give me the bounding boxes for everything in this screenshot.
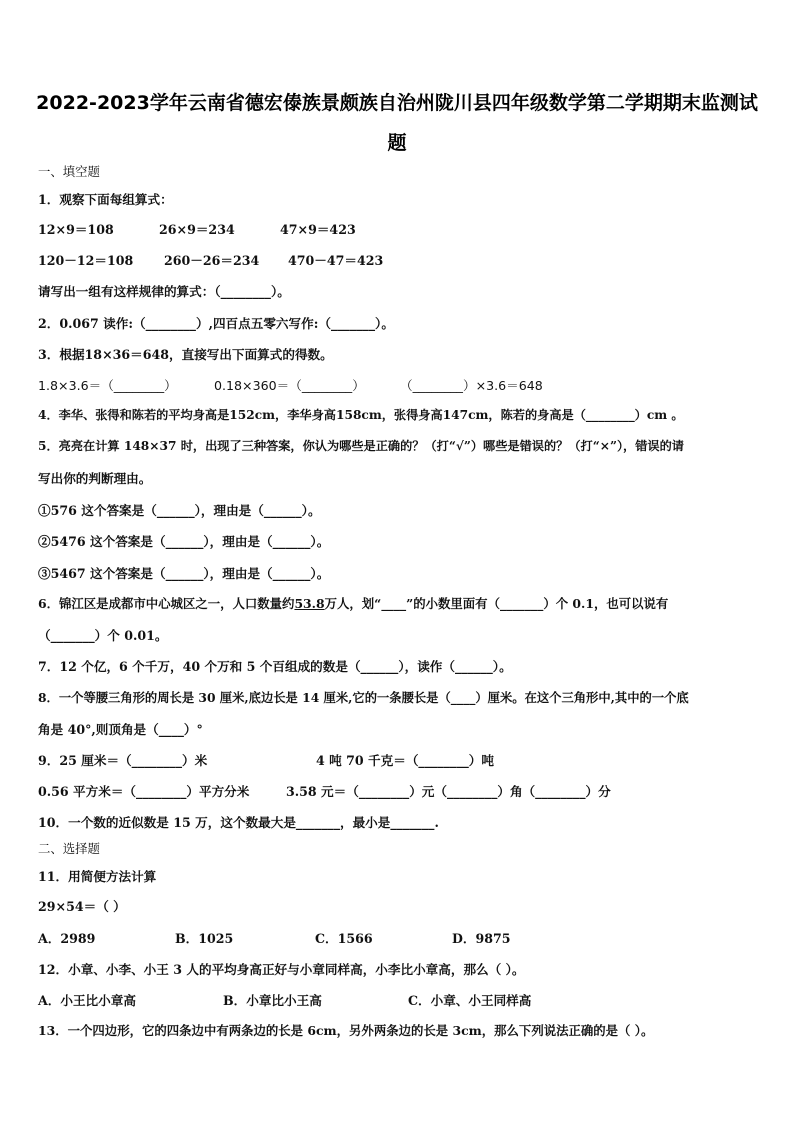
q2-text: 2．0.067 读作:（________）,四百点五零六写作:（_______）。 [38, 316, 394, 331]
q11-option-a[interactable]: A．2989 [38, 931, 96, 946]
q6-line1-part2: 万人，划“____”的小数里面有（_______）个 0.1，也可以说有 [324, 596, 669, 611]
q13-stem: 13．一个四边形，它的四条边中有两条边的长是 6cm，另外两条边的长是 3cm，那么下列说法正确的是（ ）。 [38, 1023, 654, 1038]
q6-line2: （_______）个 0.01。 [38, 628, 168, 643]
q3-b: 0.18×360＝（________） [214, 378, 365, 393]
q1-row1-eq2: 26×9＝234 [159, 222, 235, 237]
q11-option-d[interactable]: D．9875 [452, 931, 511, 946]
exam-title-line2: 题 [387, 132, 407, 154]
q9-b: 4 吨 70 千克＝（________）吨 [316, 753, 494, 768]
q1-row2-eq1: 120－12＝108 [38, 253, 134, 268]
q1-row2-eq2: 260－26＝234 [164, 253, 260, 268]
q9-c: 0.56 平方米＝（________）平方分米 [38, 784, 250, 799]
q1-ask: 请写出一组有这样规律的算式：（________）。 [38, 284, 290, 299]
q1-row1-eq1: 12×9＝108 [38, 222, 114, 237]
q12-option-b[interactable]: B．小章比小王高 [223, 993, 322, 1008]
q11-option-c[interactable]: C．1566 [315, 931, 373, 946]
q1-stem: 1．观察下面每组算式： [38, 192, 173, 207]
section-heading-choice: 二、选择题 [38, 841, 100, 856]
section-heading-fill-blank: 一、填空题 [38, 164, 100, 179]
q6-line1 [38, 594, 668, 612]
q6-underlined-number: 53.8 [294, 596, 325, 611]
q8-line1: 8．一个等腰三角形的周长是 30 厘米,底边长是 14 厘米,它的一条腰长是（____）厘米。在这个三角形中,其中的一个底 [38, 690, 689, 705]
q3-a: 1.8×3.6＝（________） [38, 378, 177, 393]
q4-text: 4．李华、张得和陈若的平均身高是152cm，李华身高158cm，张得身高147cm，陈若的身高是（________）cm 。 [38, 408, 684, 422]
q11-expression: 29×54＝（ ） [38, 899, 126, 914]
q12-option-a[interactable]: A．小王比小章高 [38, 993, 136, 1008]
q7-text: 7．12 个亿，6 个千万，40 个万和 5 个百组成的数是（______），读作（______）。 [38, 659, 512, 674]
q11-option-b[interactable]: B．1025 [175, 931, 234, 946]
q8-line2: 角是 40°,则顶角是（____）° [38, 722, 203, 737]
q11-stem: 11．用简便方法计算 [38, 869, 157, 884]
q5-option3: ③5467 这个答案是（______），理由是（______）。 [38, 566, 330, 581]
q5-line1: 5．亮亮在计算 148×37 时，出现了三种答案，你认为哪些是正确的？（打“√”）哪些是错误的？（打“×”），错误的请 [38, 439, 684, 453]
q1-row1-eq3: 47×9＝423 [280, 222, 356, 237]
q12-option-c[interactable]: C．小章、小王同样高 [408, 993, 532, 1008]
q6-line1-part1: 6．锦江区是成都市中心城区之一，人口数量约 [38, 596, 295, 611]
q5-option1: ①576 这个答案是（______），理由是（______）。 [38, 503, 321, 518]
q9-a: 9．25 厘米＝（________）米 [38, 753, 208, 768]
q3-c: （________）×3.6＝648 [400, 378, 543, 393]
exam-title-line1: 2022-2023学年云南省德宏傣族景颇族自治州陇川县四年级数学第二学期期末监测试 [36, 92, 758, 114]
q5-option2: ②5476 这个答案是（______），理由是（______）。 [38, 534, 330, 549]
q3-stem: 3．根据18×36＝648，直接写出下面算式的得数。 [38, 347, 333, 362]
q1-row2-eq3: 470－47＝423 [288, 253, 384, 268]
q5-line2: 写出你的判断理由。 [38, 471, 152, 486]
q10-text: 10．一个数的近似数是 15 万，这个数最大是_______，最小是_______. [38, 815, 439, 830]
q12-stem: 12．小章、小李、小王 3 人的平均身高正好与小章同样高，小李比小章高，那么（ ）。 [38, 962, 525, 977]
q9-d: 3.58 元＝（________）元（________）角（________）分 [286, 784, 611, 799]
